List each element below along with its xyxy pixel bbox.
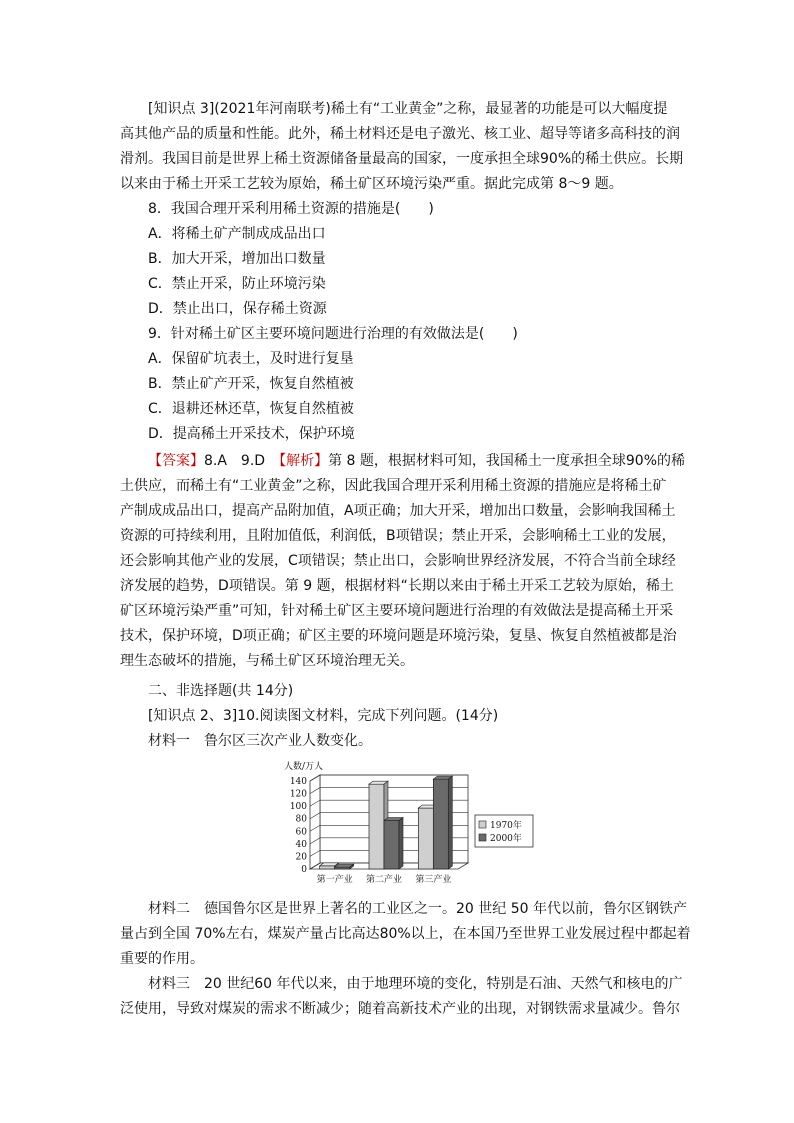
intro-line-2: 高其他产品的质量和性能。此外，稀土材料还是电子激光、核工业、超导等诸多高科技的润 — [120, 126, 680, 142]
chart-y-axis-label: 人数/万人 — [284, 762, 324, 772]
question-9-option-b: B．禁止矿产开采，恢复自然植被 — [148, 376, 354, 392]
chart-y-tick-label: 140 — [289, 777, 307, 787]
analysis-line-7: 技术，保护环境，D项正确；矿区主要的环境问题是环境污染，复垦、恢复自然植被都是治 — [120, 628, 677, 644]
chart-bar-side — [448, 776, 452, 869]
chart-legend-swatch — [479, 821, 486, 828]
chart-bar-side — [399, 818, 403, 869]
chart-x-tick-label: 第三产业 — [415, 875, 452, 885]
chart-x-tick-label: 第一产业 — [316, 875, 353, 885]
chart-bar-1970年-第二产业 — [369, 784, 384, 869]
analysis-line-5: 济发展的趋势，D项错误。第 9 题，根据材料“长期以来由于稀土开采工艺较为原始，稀土 — [120, 578, 674, 594]
analysis-first-text: 第 8 题，根据材料可知，我国稀土一度承担全球90%的稀 — [328, 453, 686, 469]
analysis-line-1: 土供应，而稀土有“工业黄金”之称，因此我国合理开采利用稀土资源的措施应是将稀土矿 — [120, 478, 667, 494]
chart-y-tick-label: 80 — [295, 814, 307, 825]
chart-y-tick-label: 0 — [301, 865, 307, 875]
answer-tag: 【答案】 — [148, 453, 204, 469]
chart-bar-1970年-第三产业 — [418, 808, 433, 869]
intro-line-1: [知识点 3](2021年河南联考)稀土有“工业黄金”之称，最显著的功能是可以大幅度提 — [148, 101, 668, 117]
chart-legend-swatch — [479, 834, 486, 841]
material-1-caption: 材料一 鲁尔区三次产业人数变化。 — [148, 733, 372, 749]
chart-y-tick-label: 120 — [289, 789, 307, 800]
question-8-stem: 8．我国合理开采利用稀土资源的措施是( ) — [148, 201, 434, 217]
chart-y-tick-label: 60 — [295, 827, 307, 838]
chart-bar-2000年-第三产业 — [433, 779, 448, 869]
industry-employment-chart — [270, 755, 540, 895]
question-8-option-b: B．加大开采，增加出口数量 — [148, 251, 326, 267]
question-9-option-d: D．提高稀土开采技术，保护环境 — [148, 426, 355, 442]
chart-side-wall — [310, 775, 320, 869]
analysis-line-3: 资源的可持续利用，且附加值低，利润低，B项错误；禁止开采，会影响稀土工业的发展， — [120, 528, 676, 544]
intro-line-4: 以来由于稀土开采工艺较为原始，稀土矿区环境污染严重。据此完成第 8～9 题。 — [120, 176, 623, 192]
question-9-option-c: C．退耕还林还草，恢复自然植被 — [148, 401, 354, 417]
analysis-tag: 【解析】 — [279, 453, 329, 469]
answer-values: 8.A 9.D — [204, 453, 280, 469]
chart-y-tick-label: 100 — [289, 802, 307, 813]
question-8-option-a: A．将稀土矿产制成成品出口 — [148, 226, 326, 242]
question-8-option-c: C．禁止开采，防止环境污染 — [148, 276, 326, 292]
analysis-line-2: 产制成成品出口，提高产品附加值，A项正确；加大开采，增加出口数量，会影响我国稀土 — [120, 503, 676, 519]
chart-x-tick-label: 第二产业 — [365, 875, 403, 885]
chart-bar-1970年-第一产业 — [320, 866, 335, 869]
intro-line-3: 滑剂。我国目前是世界上稀土资源储备量最高的国家，一度承担全球90%的稀土供应。长期 — [120, 151, 684, 167]
chart-y-tick-label: 40 — [295, 839, 307, 850]
question-9-stem: 9．针对稀土矿区主要环境问题进行治理的有效做法是( ) — [148, 326, 518, 342]
material-2-line-2: 量占到全国 70%左右，煤炭产量占比高达80%以上，在本国乃至世界工业发展过程中都起着 — [120, 926, 691, 942]
analysis-line-4: 还会影响其他产业的发展，C项错误；禁止出口，会影响世界经济发展，不符合当前全球经 — [120, 553, 676, 569]
chart-y-tick-label: 20 — [295, 852, 307, 863]
section-2-heading: 二、非选择题(共 14分) — [148, 683, 294, 699]
material-3-line-1: 材料三 20 世纪60 年代以来，由于地理环境的变化，特别是石油、天然气和核电的广 — [148, 976, 683, 992]
question-10-stem: [知识点 2、3]10.阅读图文材料，完成下列问题。(14分) — [148, 708, 499, 724]
material-3-line-2: 泛使用，导致对煤炭的需求不断减少；随着高新技术产业的出现，对钢铁需求量减少。鲁尔 — [120, 1001, 680, 1017]
material-2-line-1: 材料二 德国鲁尔区是世界上著名的工业区之一。20 世纪 50 年代以前，鲁尔区钢铁产 — [148, 901, 687, 917]
answer-first-line — [148, 452, 708, 470]
chart-svg — [270, 755, 540, 895]
chart-legend-label: 2000年 — [490, 834, 522, 844]
question-9-option-a: A．保留矿坑表土，及时进行复垦 — [148, 351, 354, 367]
analysis-line-8: 理生态破坏的措施，与稀土矿区环境治理无关。 — [120, 653, 414, 669]
chart-bar-2000年-第二产业 — [384, 821, 399, 869]
question-8-option-d: D．禁止出口，保存稀土资源 — [148, 301, 327, 317]
material-2-line-3: 重要的作用。 — [120, 951, 204, 967]
analysis-line-6: 矿区环境污染严重”可知，针对稀土矿区主要环境问题进行治理的有效做法是提高稀土开采 — [120, 603, 674, 619]
chart-legend-label: 1970年 — [490, 821, 522, 831]
